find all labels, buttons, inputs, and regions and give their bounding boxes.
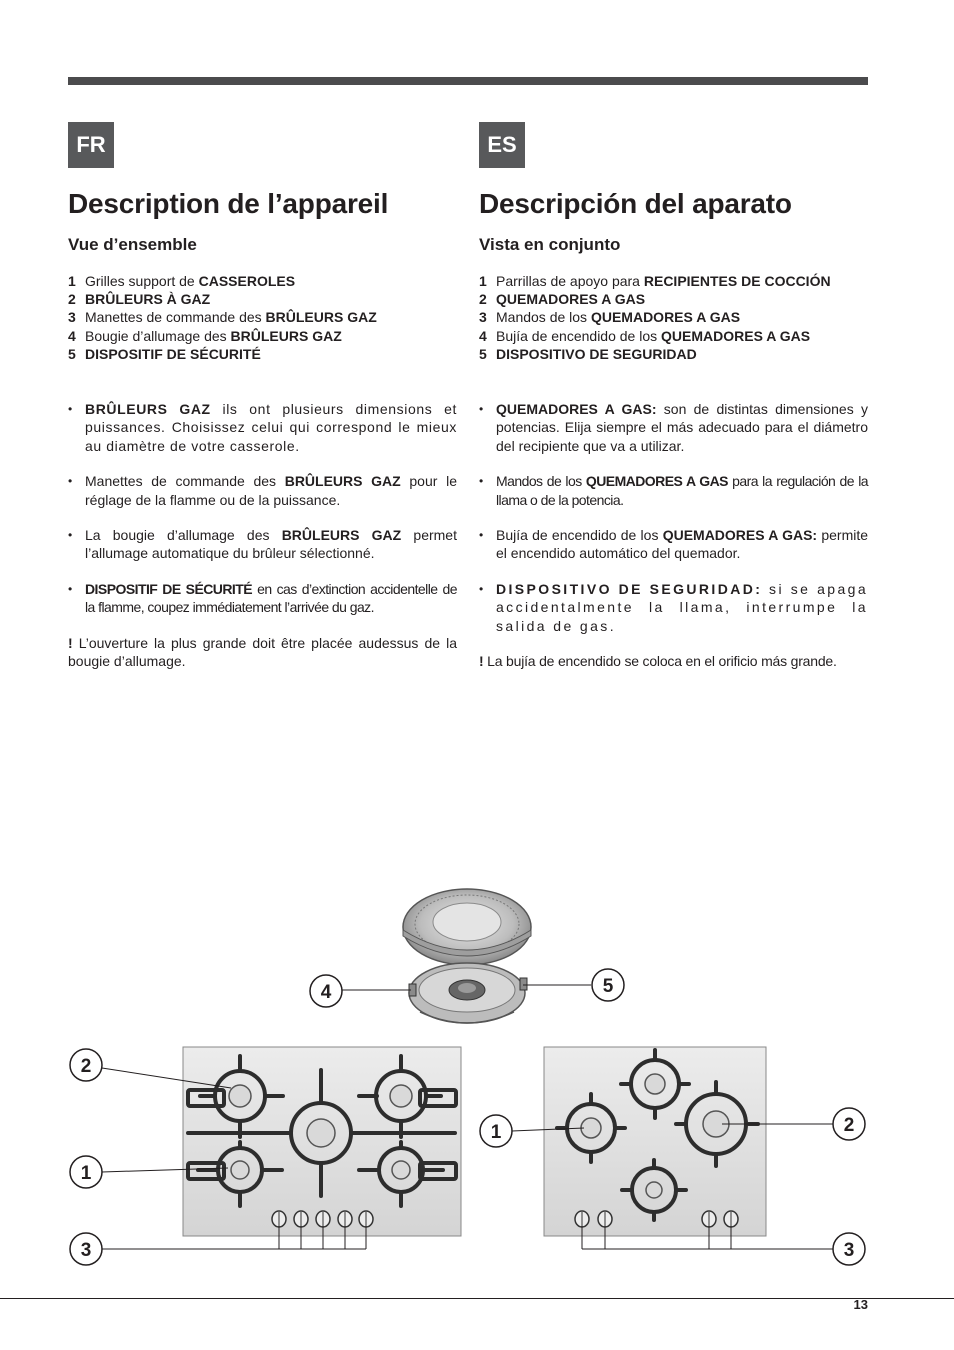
legend-item: 4 Bujía de encendido de los QUEMADORES A GAS	[479, 327, 811, 344]
column-es	[479, 185, 868, 670]
callout-1-label: 1	[490, 1122, 502, 1143]
bottom-rule	[0, 1298, 954, 1299]
hob-five-burners	[183, 1047, 461, 1236]
column-fr	[68, 185, 457, 670]
title-fr: Description de l’appareil	[68, 188, 389, 219]
burner-exploded-view	[403, 889, 531, 1023]
page-number: 13	[853, 1297, 868, 1312]
bullet-item: • Mandos de los QUEMADORES A GAS para la regulación de la llama o de la potencia.	[479, 472, 868, 509]
bullet-list-es	[479, 400, 868, 635]
legend-item: 3 Manettes de commande des BRÛLEURS GAZ	[68, 309, 377, 326]
bullet-item: • La bougie d’allumage des BRÛLEURS GAZ permet l’allumage automatique du brûleur sélectionné.	[68, 526, 457, 563]
top-rule	[68, 77, 868, 85]
legend-item: 5 DISPOSITIF DE SÉCURITÉ	[68, 345, 261, 362]
legend-item: 2 QUEMADORES A GAS	[479, 291, 646, 308]
callout-3-label: 3	[843, 1240, 855, 1261]
bullet-item: • DISPOSITIF DE SÉCURITÉ en cas d’extinction accidentelle de la flamme, coupez immédiatement l’arrivée du gaz.	[68, 580, 457, 617]
callout-4-label: 4	[320, 982, 332, 1003]
callout-5-label: 5	[602, 976, 614, 997]
legend-item: 4 Bougie d’allumage des BRÛLEURS GAZ	[68, 327, 342, 344]
legend-item: 5 DISPOSITIVO DE SEGURIDAD	[479, 345, 697, 362]
warning-mark: !	[479, 653, 484, 669]
bullet-item: • BRÛLEURS GAZ ils ont plusieurs dimensions et puissances. Choisissez celui qui correspond le mieux au diamètre de votre casserole.	[68, 400, 457, 455]
subtitle-fr: Vue d’ensemble	[68, 235, 197, 254]
lang-badge-es: ES	[479, 122, 525, 168]
legend-item: 3 Mandos de los QUEMADORES A GAS	[479, 309, 741, 326]
warning-mark: !	[68, 634, 73, 651]
hob-illustration	[0, 880, 954, 1290]
lang-badge-fr: FR	[68, 122, 114, 168]
title-es: Descripción del aparato	[479, 188, 792, 219]
callout-3-label: 3	[80, 1240, 92, 1261]
legend-list-fr	[68, 272, 457, 363]
legend-item: 2 BRÛLEURS À GAZ	[68, 291, 211, 308]
callout-2-label: 2	[843, 1115, 855, 1136]
bullet-item: • QUEMADORES A GAS: son de distintas dimensiones y potencias. Elija siempre el más adecuado para el diámetro del recipiente que va a utilizar.	[479, 400, 868, 455]
legend-list-es	[479, 272, 868, 363]
hob-four-burners	[544, 1047, 766, 1236]
bullet-item: • DISPOSITIVO DE SEGURIDAD: si se apaga accidentalmente la llama, interrumpe la salida de gas.	[479, 580, 868, 635]
note-fr: ! L’ouverture la plus grande doit être placée audessus de la bougie d’allumage.	[68, 634, 457, 669]
legend-item: 1 Grilles support de CASSEROLES	[68, 273, 296, 289]
callout-1-label: 1	[80, 1163, 92, 1184]
callout-2-label: 2	[80, 1056, 92, 1077]
bullet-item: • Bujía de encendido de los QUEMADORES A GAS: permite el encendido automático del quemador.	[479, 526, 868, 563]
note-es: ! La bujía de encendido se coloca en el orificio más grande.	[479, 653, 837, 669]
legend-item: 1 Parrillas de apoyo para RECIPIENTES DE COCCIÓN	[479, 273, 831, 289]
subtitle-es: Vista en conjunto	[479, 235, 621, 254]
bullet-list-fr	[68, 400, 457, 617]
bullet-item: • Manettes de commande des BRÛLEURS GAZ pour le réglage de la flamme ou de la puissance.	[68, 472, 457, 509]
